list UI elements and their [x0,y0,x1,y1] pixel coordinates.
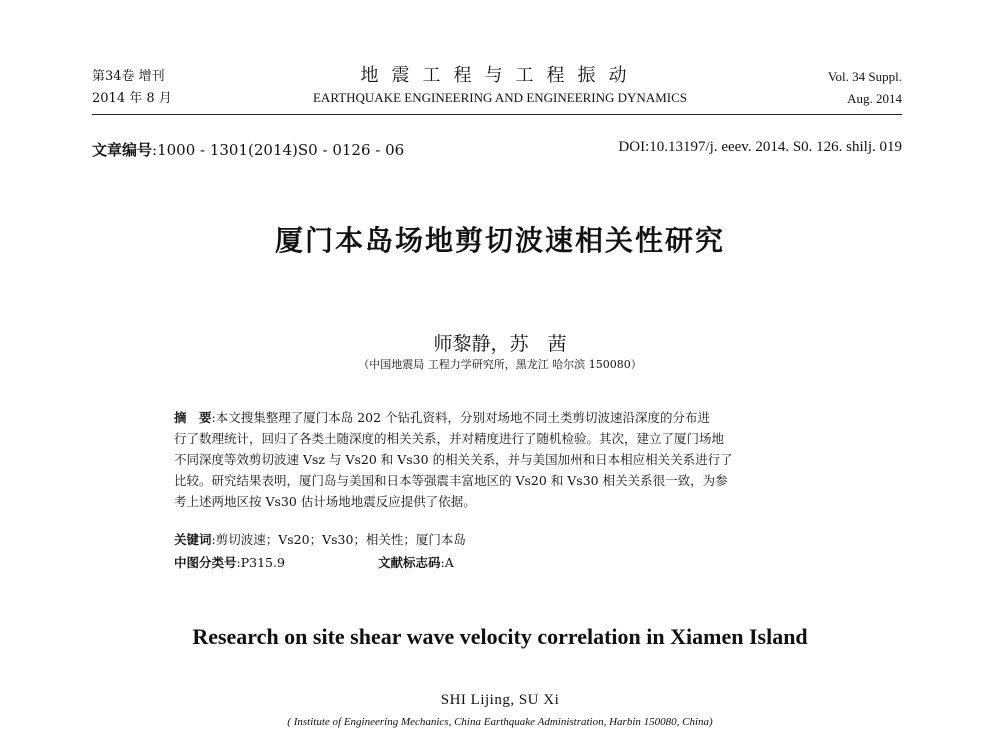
abstract-line: 不同深度等效剪切波速 Vsz 与 Vs20 和 Vs30 的相关关系，并与美国加州和日本相应相关关系进行了 [174,452,733,467]
abstract-line: 考上述两地区按 Vs30 估计场地地震反应提供了依据。 [174,494,476,509]
header-date-cn: 2014 年 8 月 [92,91,172,106]
header-journal-block [280,64,720,108]
keywords-label: 关键词 [174,532,212,547]
document-code [378,553,454,571]
affiliation-en: ( Institute of Engineering Mechanics, China Earthquake Administration, Harbin 150080, China) [287,716,713,728]
article-number [92,139,404,160]
journal-name-en: EARTHQUAKE ENGINEERING AND ENGINEERING DYNAMICS [312,90,688,105]
authors-en: SHI Lijing, SU Xi [440,692,560,708]
abstract-text: :本文搜集整理了厦门本岛 202 个钻孔资料，分别对场地不同土类剪切波速沿深度的分布进 [211,410,711,425]
classification [174,553,285,571]
header-volume-cn: 第34卷 增刊 [92,69,165,84]
header-volume-en: Vol. 34 Suppl. [827,69,902,84]
authors-cn: 师黎静，苏 茜 [433,333,567,355]
header-rule [92,114,902,115]
journal-name-cn: 地震工程与工程振动 [360,65,640,86]
document-code-label: 文献标志码 [378,555,441,570]
keywords [174,530,466,548]
header-volume-en-block [828,66,902,110]
document-code-text: :A [440,555,454,570]
classification-label: 中图分类号 [174,555,237,570]
abstract-line: 行了数理统计，回归了各类土随深度的相关关系，并对精度进行了随机检验。其次，建立了厦门场地 [174,431,725,446]
header-date-en: Aug. 2014 [847,91,902,106]
classification-text: :P315.9 [236,555,285,570]
keywords-text: :剪切波速；Vs20；Vs30；相关性；厦门本岛 [211,532,466,547]
abstract-cn [174,407,834,512]
header-volume-block [92,66,172,110]
abstract-line: 比较。研究结果表明，厦门岛与美国和日本等强震丰富地区的 Vs20 和 Vs30 相关关系很一致，为参 [174,473,728,488]
article-number-label: 文章编号 [92,141,153,159]
affiliation-cn: （中国地震局 工程力学研究所，黑龙江 哈尔滨 150080） [358,358,642,371]
paper-title-cn: 厦门本岛场地剪切波速相关性研究 [274,224,725,257]
doi: DOI:10.13197/j. eeev. 2014. S0. 126. shilj. 019 [618,139,902,155]
abstract-label: 摘 要 [174,410,212,425]
paper-title-en: Research on site shear wave velocity correlation in Xiamen Island [192,624,808,649]
article-number-value: :1000 - 1301(2014)S0 - 0126 - 06 [152,141,405,159]
abstract-line [174,407,834,428]
